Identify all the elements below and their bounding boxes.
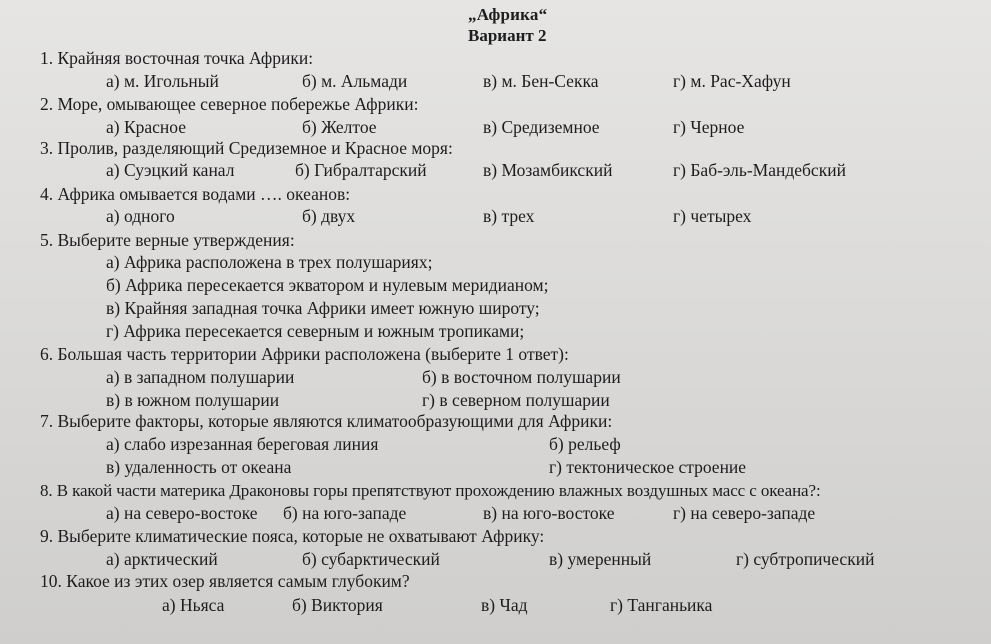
q4-option-c: в) трех: [483, 206, 535, 226]
q1-option-d: г) м. Рас-Хафун: [673, 71, 791, 91]
q5-option-b: б) Африка пересекается экватором и нулевым меридианом;: [106, 275, 549, 295]
question-5: 5. Выберите верные утверждения:: [40, 230, 295, 250]
q3-option-c: в) Мозамбикский: [483, 160, 613, 180]
question-3: 3. Пролив, разделяющий Средиземное и Красное моря:: [40, 138, 453, 158]
q7-option-c: в) удаленность от океана: [106, 457, 292, 477]
question-2: 2. Море, омывающее северное побережье Африки:: [40, 94, 419, 114]
q7-option-b: б) рельеф: [549, 434, 621, 454]
q4-option-a: а) одного: [106, 206, 175, 226]
q4-option-b: б) двух: [302, 206, 356, 226]
q2-option-b: б) Желтое: [302, 117, 377, 137]
question-7: 7. Выберите факторы, которые являются климатообразующими для Африки:: [40, 411, 613, 431]
q5-option-c: в) Крайняя западная точка Африки имеет южную широту;: [106, 298, 540, 318]
q7-option-d: г) тектоническое строение: [549, 457, 747, 477]
question-8: 8. В какой части материка Драконовы горы препятствуют прохождению влажных воздушных масс с океана?:: [40, 481, 821, 500]
q6-option-d: г) в северном полушарии: [422, 390, 610, 410]
q10-option-c: в) Чад: [481, 595, 528, 615]
q10-option-b: б) Виктория: [292, 595, 383, 615]
q9-option-d: г) субтропический: [736, 549, 875, 569]
q7-option-a: а) слабо изрезанная береговая линия: [106, 434, 379, 454]
q6-option-c: в) в южном полушарии: [106, 390, 280, 410]
question-1: 1. Крайняя восточная точка Африки:: [40, 48, 314, 68]
q3-option-d: г) Баб-эль-Мандебский: [673, 160, 846, 180]
q10-option-d: г) Танганьика: [610, 595, 713, 615]
q1-option-b: б) м. Альмади: [302, 71, 408, 91]
q6-option-a: а) в западном полушарии: [106, 367, 295, 387]
variant-label: Вариант 2: [468, 26, 547, 45]
question-9: 9. Выберите климатические пояса, которые не охватывают Африку:: [40, 526, 545, 546]
q5-option-d: г) Африка пересекается северным и южным тропиками;: [106, 321, 525, 341]
q3-option-a: а) Суэцкий канал: [106, 160, 235, 180]
q10-option-a: а) Ньяса: [162, 595, 225, 615]
q9-option-b: б) субарктический: [302, 549, 440, 569]
q9-option-a: а) арктический: [106, 549, 218, 569]
q4-option-d: г) четырех: [673, 206, 752, 226]
question-6: 6. Большая часть территории Африки расположена (выберите 1 ответ):: [40, 344, 569, 364]
q8-option-d: г) на северо-западе: [673, 503, 816, 523]
q2-option-d: г) Черное: [673, 117, 745, 137]
q6-option-b: б) в восточном полушарии: [422, 367, 621, 387]
q8-option-b: б) на юго-западе: [283, 503, 407, 523]
q9-option-c: в) умеренный: [549, 549, 652, 569]
sheet-title: „Африка“: [468, 5, 548, 24]
q2-option-c: в) Средиземное: [483, 117, 600, 137]
question-4: 4. Африка омывается водами …. океанов:: [40, 184, 351, 204]
q8-option-a: а) на северо-востоке: [106, 503, 258, 523]
q2-option-a: а) Красное: [106, 117, 187, 137]
question-10: 10. Какое из этих озер является самым глубоким?: [40, 571, 410, 591]
q1-option-c: в) м. Бен-Секка: [483, 71, 599, 91]
q8-option-c: в) на юго-востоке: [483, 503, 615, 523]
q3-option-b: б) Гибралтарский: [295, 160, 427, 180]
q5-option-a: а) Африка расположена в трех полушариях;: [106, 252, 433, 272]
q1-option-a: а) м. Игольный: [106, 71, 219, 91]
